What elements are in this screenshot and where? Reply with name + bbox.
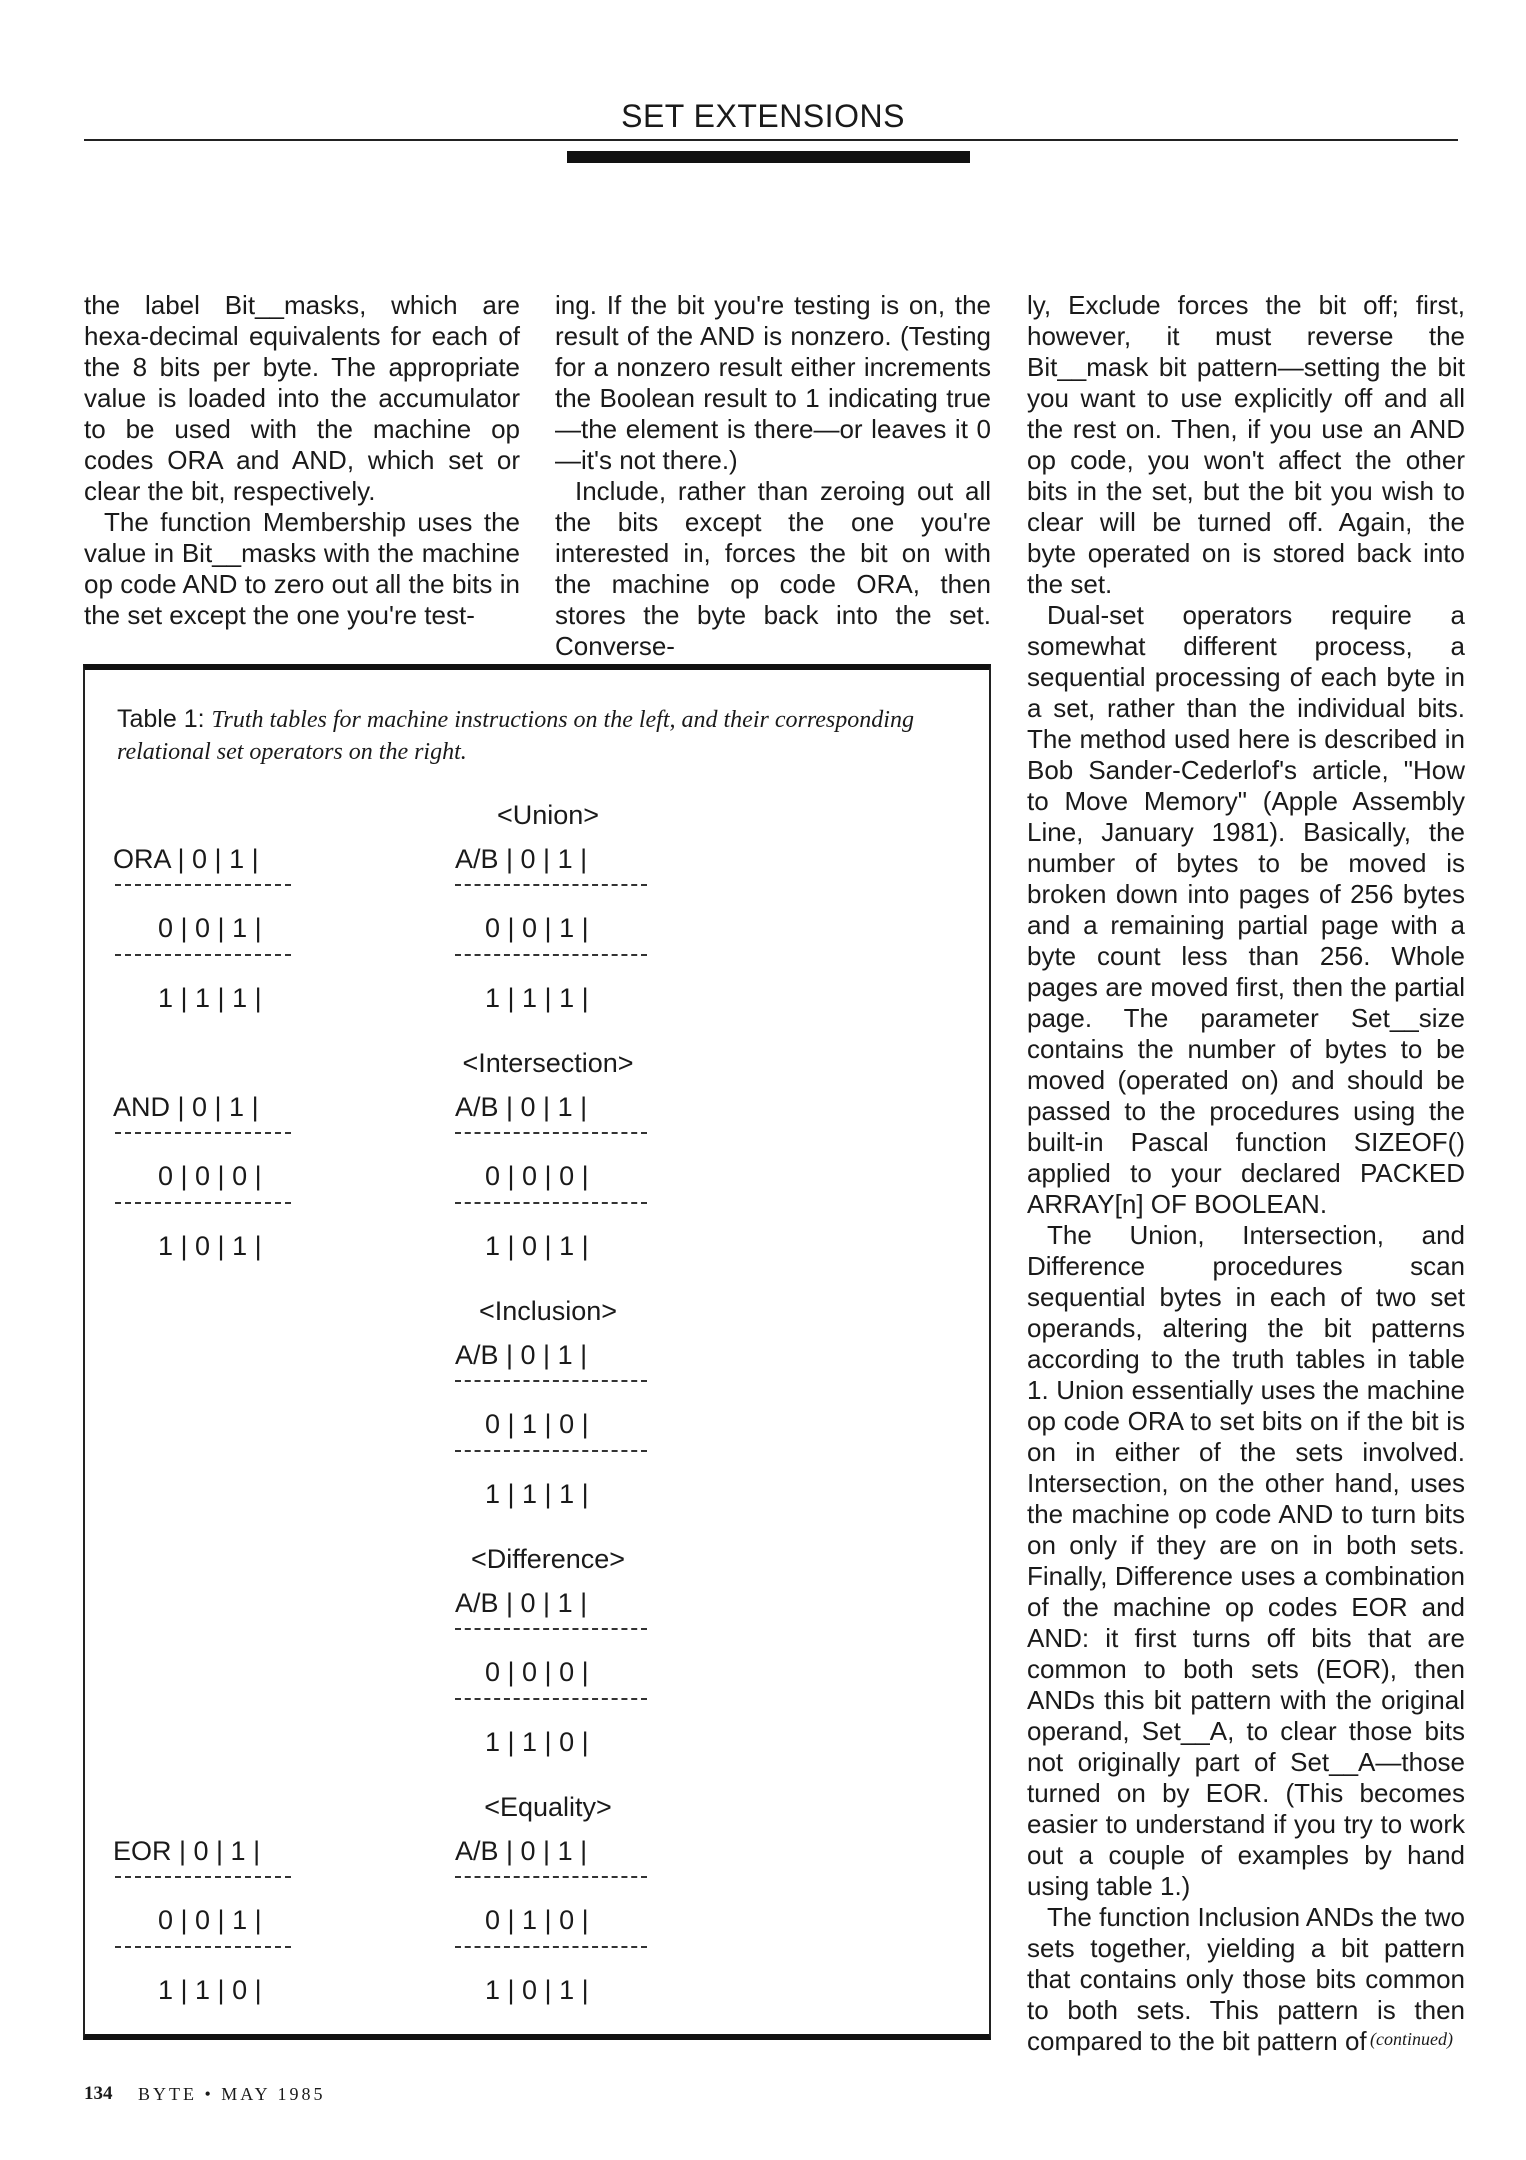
truth-row: 0 | 0 | 0 |	[485, 1161, 589, 1191]
divider	[455, 1132, 647, 1134]
paragraph: Dual-set operators require a somewhat different process, a sequential processing of each byte in a set, rather than the individual bits. The method used here is described in Bob Sander-Cederlof's article, "How to Move Memory" (Apple Assembly Line, January 1981). Basically, the number of bytes to be moved is broken down into pages of 256 bytes and a remaining partial page with a byte count less than 256. Whole pages are moved first, then the partial page. The parameter Set__size contains the number of bytes to be moved (operated on) and should be passed to the procedures using the built-in Pascal function SIZEOF() applied to your declared PACKED ARRAY[n] OF BOOLEAN.	[1027, 600, 1465, 1219]
paragraph: ing. If the bit you're testing is on, the result of the AND is nonzero. (Testing for a nonzero result either increments the Boolean result to 1 indicating true—the element is there—or leaves it 0—it's not there.)	[555, 290, 991, 475]
truth-row: 1 | 0 | 1 |	[485, 1975, 589, 2005]
table-caption	[117, 704, 937, 768]
truth-row: A/B | 0 | 1 |	[455, 1588, 588, 1618]
header-title: SET EXTENSIONS	[621, 98, 905, 134]
truth-row: A/B | 0 | 1 |	[455, 1340, 588, 1370]
truth-row: 0 | 0 | 0 |	[485, 1657, 589, 1687]
divider	[115, 1202, 291, 1204]
divider	[115, 1876, 291, 1878]
truth-row: 1 | 1 | 0 |	[158, 1975, 262, 2005]
truth-row: A/B | 0 | 1 |	[455, 1092, 588, 1122]
divider	[115, 1946, 291, 1948]
divider	[115, 884, 291, 886]
divider	[455, 1628, 647, 1630]
table-label: Table 1:	[117, 705, 205, 733]
truth-row: 0 | 0 | 1 |	[485, 913, 589, 943]
table-title-difference: <Difference>	[470, 1544, 626, 1574]
truth-row: AND | 0 | 1 |	[113, 1092, 259, 1122]
table-title-union: <Union>	[496, 800, 600, 830]
text-column-2	[555, 290, 991, 662]
paragraph: Include, rather than zeroing out all the bits except the one you're interested in, forces the bit on with the machine op code ORA, then stores the byte back into the set. Converse-	[555, 476, 991, 661]
table-title-inclusion: <Inclusion>	[478, 1296, 618, 1326]
continued-note: (continued)	[1370, 2029, 1453, 2049]
paragraph: The function Inclusion ANDs the two sets together, yielding a bit pattern that contains only those bits common to both sets. This pattern is then compared to the bit pattern of	[1027, 1902, 1465, 2056]
header-rule	[84, 139, 1458, 141]
truth-row: 0 | 1 | 0 |	[485, 1409, 589, 1439]
divider	[455, 1450, 647, 1452]
divider	[455, 1698, 647, 1700]
truth-row: 0 | 0 | 0 |	[158, 1161, 262, 1191]
text-column-3	[1027, 290, 1465, 2057]
truth-row: 1 | 1 | 1 |	[158, 983, 262, 1013]
truth-row: 0 | 0 | 1 |	[158, 913, 262, 943]
paragraph: The Union, Intersection, and Difference procedures scan sequential bytes in each of two set operands, altering the bit patterns according to the truth tables in table 1. Union essentially uses the machine op code ORA to set bits on if the bit is on in either of the sets involved. Intersection, on the other hand, uses the machine op code AND to turn bits on only if they are on in both sets. Finally, Difference uses a combination of the machine op codes EOR and AND: it first turns off bits that are common to both sets (EOR), then ANDs this bit pattern with the original operand, Set__A, to clear those bits not originally part of Set__A—those turned on by EOR. (This becomes easier to understand if you try to work out a couple of examples by hand using table 1.)	[1027, 1220, 1465, 1901]
divider	[455, 884, 647, 886]
paragraph: The function Membership uses the value in Bit__masks with the machine op code AND to zero out all the bits in the set except the one you're test-	[84, 507, 520, 630]
magazine-issue: BYTE • MAY 1985	[138, 2084, 326, 2104]
divider	[455, 954, 647, 956]
table-1	[83, 664, 991, 2040]
divider	[115, 1132, 291, 1134]
page-number: 134	[84, 2083, 113, 2104]
truth-row: 1 | 1 | 1 |	[485, 983, 589, 1013]
paragraph: the label Bit__masks, which are hexa-decimal equivalents for each of the 8 bits per byte. The appropriate value is loaded into the accumulator to be used with the machine op codes ORA and AND, which set or clear the bit, respectively.	[84, 290, 520, 506]
divider	[455, 1876, 647, 1878]
truth-row: 1 | 1 | 1 |	[485, 1479, 589, 1509]
truth-row: 1 | 1 | 0 |	[485, 1727, 589, 1757]
divider	[115, 954, 291, 956]
table-title-intersection: <Intersection>	[462, 1048, 634, 1078]
truth-row: A/B | 0 | 1 |	[455, 1836, 588, 1866]
header-bar	[567, 151, 970, 163]
divider	[455, 1380, 647, 1382]
truth-row: EOR | 0 | 1 |	[113, 1836, 261, 1866]
truth-row: 0 | 1 | 0 |	[485, 1905, 589, 1935]
paragraph: ly, Exclude forces the bit off; first, however, it must reverse the Bit__mask bit pattern—setting the bit you want to use explicitly off and all the rest on. Then, if you use an AND op code, you won't affect the other bits in the set, but the bit you wish to clear will be turned off. Again, the byte operated on is stored back into the set.	[1027, 290, 1465, 599]
truth-row: 1 | 0 | 1 |	[485, 1231, 589, 1261]
truth-row: 0 | 0 | 1 |	[158, 1905, 262, 1935]
truth-row: 1 | 0 | 1 |	[158, 1231, 262, 1261]
text-column-1	[84, 290, 520, 631]
truth-row: ORA | 0 | 1 |	[113, 844, 259, 874]
divider	[455, 1202, 647, 1204]
table-title-equality: <Equality>	[484, 1792, 612, 1822]
divider	[455, 1946, 647, 1948]
table-caption-text: Truth tables for machine instructions on the left, and their corresponding relational set operators on the right.	[117, 707, 914, 765]
truth-row: A/B | 0 | 1 |	[455, 844, 588, 874]
